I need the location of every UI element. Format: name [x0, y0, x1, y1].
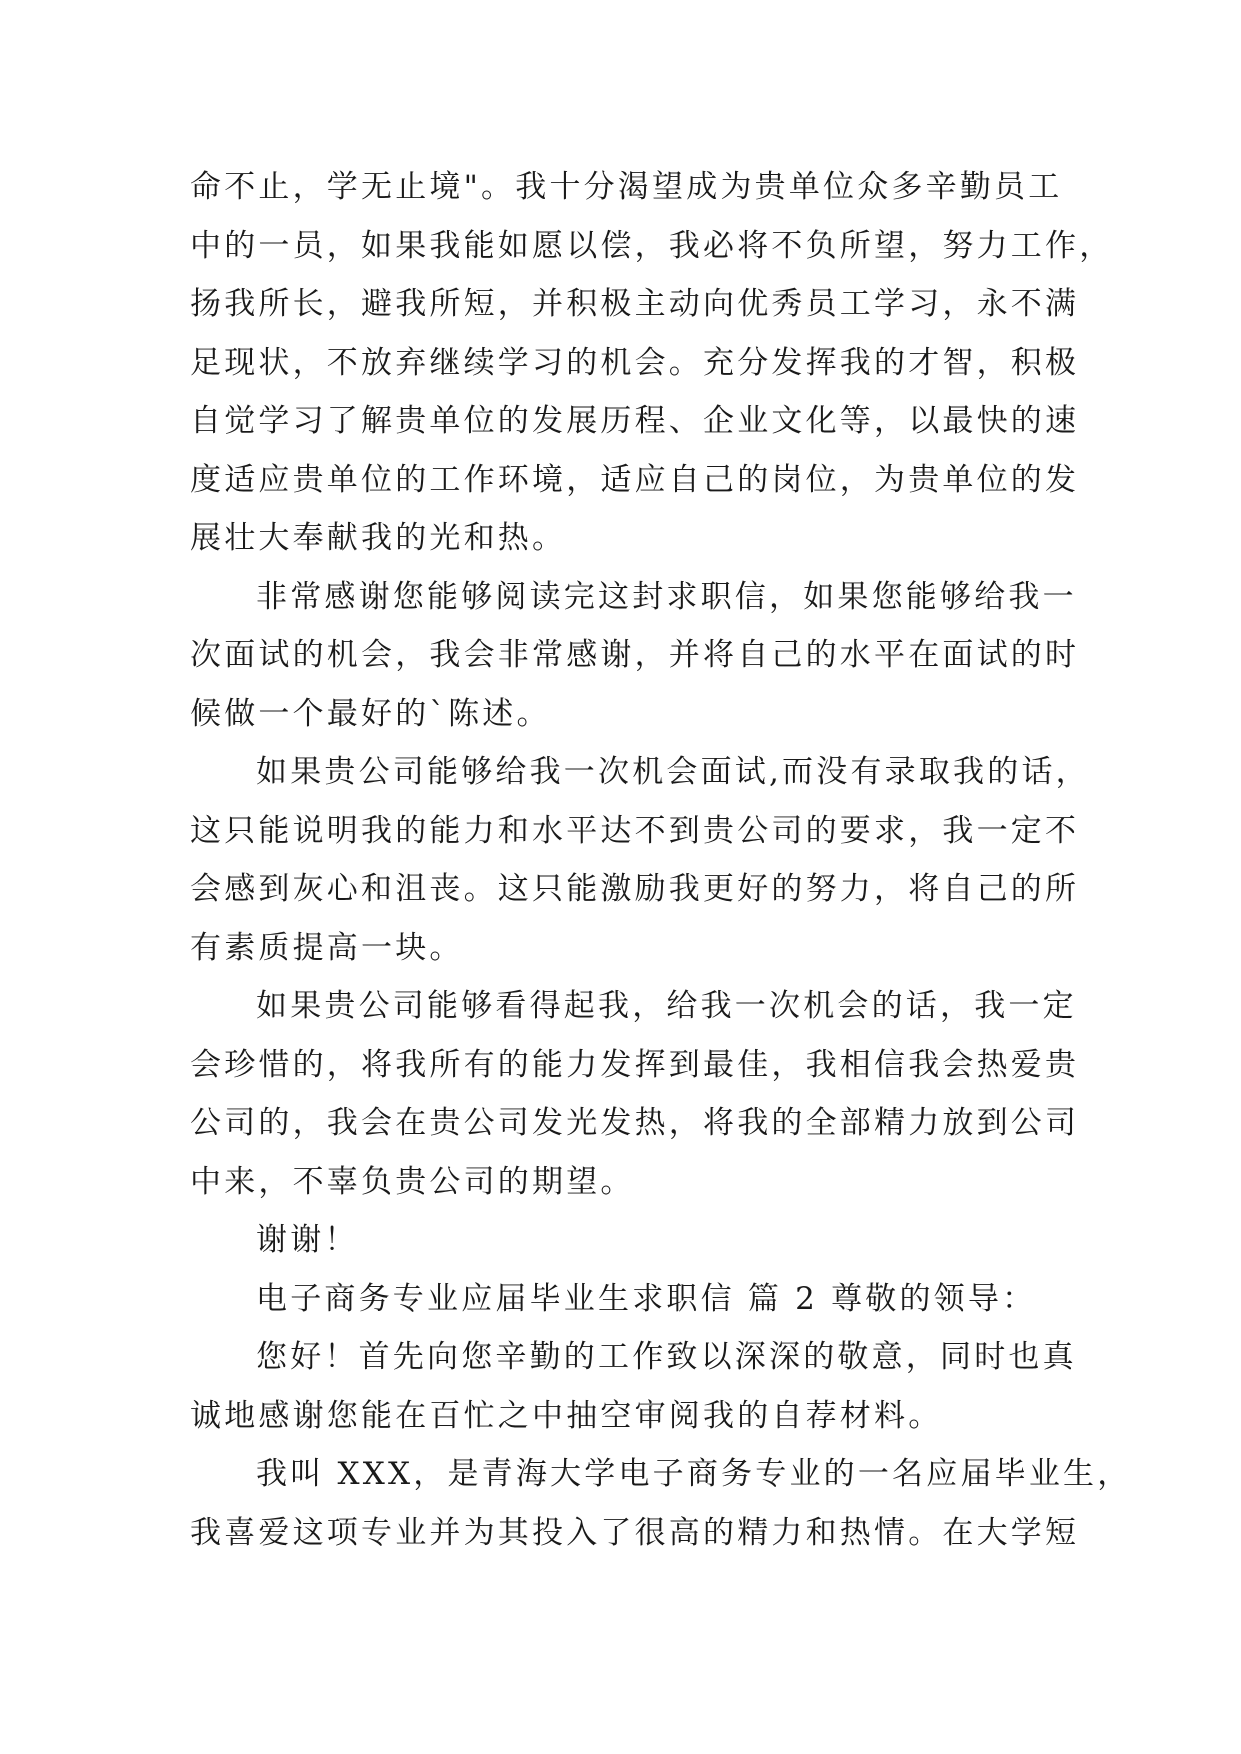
text-line: 电子商务专业应届毕业生求职信 篇 2 尊敬的领导： — [256, 1280, 1037, 1317]
text-line: 如果贵公司能够给我一次机会面试,而没有录取我的话， — [256, 754, 1090, 790]
text-line: 谢谢！ — [256, 1222, 359, 1258]
text-line: 候做一个最好的`陈述。 — [190, 695, 551, 732]
text-line: 公司的，我会在贵公司发光发热，将我的全部精力放到公司 — [190, 1105, 1080, 1141]
text-line: 诚地感谢您能在百忙之中抽空审阅我的自荐材料。 — [190, 1397, 943, 1434]
text-line: 我叫 XXX，是青海大学电子商务专业的一名应届毕业生， — [256, 1456, 1132, 1492]
text-line: 会感到灰心和沮丧。这只能激励我更好的努力，将自己的所 — [190, 871, 1080, 907]
text-line: 足现状，不放弃继续学习的机会。充分发挥我的才智，积极 — [190, 344, 1080, 381]
text-line: 中的一员，如果我能如愿以偿，我必将不负所望，努力工作， — [190, 227, 1114, 264]
text-line: 次面试的机会，我会非常感谢，并将自己的水平在面试的时 — [190, 637, 1080, 673]
document-body — [190, 158, 1132, 1562]
text-line: 有素质提高一块。 — [190, 929, 464, 966]
text-line: 命不止，学无止境"。我十分渴望成为贵单位众多辛勤员工 — [190, 169, 1063, 205]
text-line: 会珍惜的，将我所有的能力发挥到最佳，我相信我会热爱贵 — [190, 1046, 1080, 1083]
text-line: 展壮大奉献我的光和热。 — [190, 520, 567, 556]
text-line: 如果贵公司能够看得起我，给我一次机会的话，我一定 — [256, 988, 1077, 1024]
text-line: 度适应贵单位的工作环境，适应自己的岗位，为贵单位的发 — [190, 461, 1080, 498]
text-line: 自觉学习了解贵单位的发展历程、企业文化等，以最快的速 — [190, 403, 1080, 439]
text-line: 我喜爱这项专业并为其投入了很高的精力和热情。在大学短 — [190, 1514, 1080, 1551]
text-line: 非常感谢您能够阅读完这封求职信，如果您能够给我一 — [256, 578, 1077, 615]
text-line: 您好！首先向您辛勤的工作致以深深的敬意，同时也真 — [256, 1339, 1077, 1375]
text-line: 这只能说明我的能力和水平达不到贵公司的要求，我一定不 — [190, 812, 1080, 849]
text-line: 中来，不辜负贵公司的期望。 — [190, 1163, 635, 1200]
text-line: 扬我所长，避我所短，并积极主动向优秀员工学习，永不满 — [190, 286, 1080, 322]
